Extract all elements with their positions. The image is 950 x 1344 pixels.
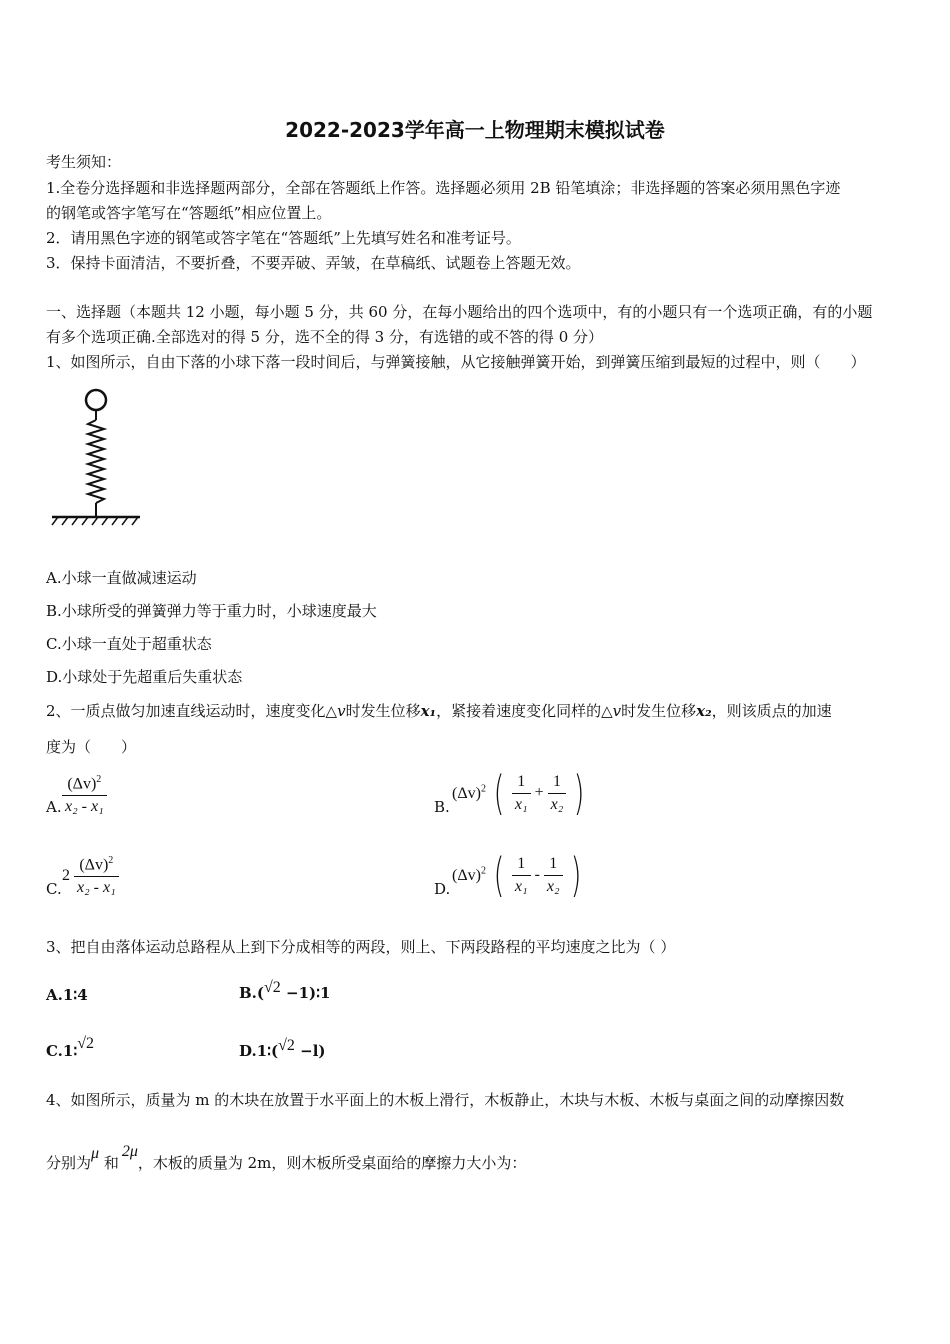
q3-c-rad: √2 bbox=[77, 1035, 95, 1052]
page-title: 2022-2023学年高一上物理期末模拟试卷 bbox=[285, 118, 665, 142]
q4-stem-2a: 分别为 bbox=[46, 1154, 92, 1172]
q3-d-pre: D.1∶( bbox=[239, 1042, 279, 1060]
q3-option-d bbox=[239, 1037, 326, 1062]
q2-option-d-formula: $(\Delta v)^2$ ( $\frac{1}{\text{x₁}}$ - $\frac{1}{\text{x₂}}$ ) bbox=[452, 848, 581, 902]
section-line-2: 有多个选项正确.全部选对的得 5 分，选不全的得 3 分，有选错的或不答的得 0 分） bbox=[46, 328, 604, 346]
q3-b-rad: √2 bbox=[264, 979, 281, 996]
q1-option-c: C.小球一直处于超重状态 bbox=[46, 635, 212, 653]
q2-c-num: (Δv) bbox=[79, 856, 109, 874]
q2-d-one-1: 1 bbox=[517, 854, 526, 872]
q2-b-dv: (Δv) bbox=[452, 784, 481, 802]
q2-stem-2: 度为（ ） bbox=[46, 738, 137, 756]
q2-a-num: (Δv) bbox=[67, 775, 97, 793]
q2-b-sup: 2 bbox=[480, 783, 486, 795]
q4-stem-1: 4、如图所示，质量为 m 的木块在放置于水平面上的木板上滑行，木板静止，木块与木板、木板与桌面之间的动摩擦因数 bbox=[46, 1091, 845, 1109]
notice-line-3: 3．保持卡面清洁，不要折叠，不要弄破、弄皱，在草稿纸、试题卷上答题无效。 bbox=[46, 254, 581, 272]
section-line-1: 一、选择题（本题共 12 小题，每小题 5 分，共 60 分，在每小题给出的四个选项中，有的小题只有一个选项正确，有的小题 bbox=[46, 303, 873, 321]
q2-stem-a: 2、一质点做匀加速直线运动时，速度变化 bbox=[46, 702, 326, 720]
q2-d-minus: - bbox=[534, 866, 540, 883]
q3-option-c bbox=[46, 1035, 95, 1062]
q4-stem-2b: ，木板的质量为 2m，则木板所受桌面给的摩擦力大小为： bbox=[137, 1154, 527, 1172]
q2-b-one-1: 1 bbox=[517, 772, 526, 790]
q2-stem bbox=[46, 701, 832, 721]
q2-label-a: A. bbox=[46, 798, 62, 816]
q2-x1: x₁ bbox=[420, 702, 437, 720]
q2-b-x2: x₂ bbox=[548, 793, 567, 814]
q2-x2: x₂ bbox=[696, 702, 712, 720]
q2-option-c-formula bbox=[62, 855, 119, 897]
q3-option-b bbox=[239, 979, 331, 1004]
notice-line-2: 2．请用黑色字迹的钢笔或答字笔在“答题纸”上先填写姓名和准考证号。 bbox=[46, 229, 521, 247]
q3-option-a: A.1∶4 bbox=[46, 986, 88, 1004]
q3-b-pre: B.( bbox=[239, 984, 264, 1002]
q3-b-post: −1)∶1 bbox=[280, 984, 331, 1002]
q3-stem: 3、把自由落体运动总路程从上到下分成相等的两段，则上、下两段路程的平均速度之比为（ ） bbox=[46, 938, 676, 956]
q2-stem-e: ，则该质点的加速 bbox=[711, 702, 832, 720]
q2-label-c: C. bbox=[46, 880, 62, 898]
q2-b-x1: x₁ bbox=[512, 793, 531, 814]
q2-a-sup: 2 bbox=[96, 774, 102, 785]
q2-d-sup: 2 bbox=[480, 865, 486, 877]
q3-c-pre: C.1∶ bbox=[46, 1042, 78, 1060]
q1-option-b: B.小球所受的弹簧弹力等于重力时，小球速度最大 bbox=[46, 602, 377, 620]
spring-ball-figure bbox=[48, 386, 144, 528]
q4-mu: μ bbox=[91, 1145, 100, 1162]
q2-d-one-2: 1 bbox=[549, 854, 558, 872]
q1-option-a: A.小球一直做减速运动 bbox=[46, 569, 197, 587]
q4-stem-2 bbox=[46, 1143, 527, 1174]
q2-c-two: 2 bbox=[62, 867, 70, 885]
q2-d-x1: x₁ bbox=[512, 875, 531, 896]
q2-option-b-formula: $(\Delta v)^2$ ( $\frac{1}{\text{x₁}}$ + $\frac{1}{\text{x₂}}$ ) bbox=[452, 766, 585, 820]
q1-stem: 1、如图所示，自由下落的小球下落一段时间后，与弹簧接触，从它接触弹簧开始，到弹簧压缩到最短的过程中，则（ ） bbox=[46, 353, 866, 371]
q2-c-den: x₂ - x₁ bbox=[74, 876, 119, 897]
q2-stem-c: ，紧接着速度变化同样的 bbox=[436, 702, 602, 720]
q1-option-d: D.小球处于先超重后失重状态 bbox=[46, 668, 243, 686]
q2-a-den: x₂ - x₁ bbox=[62, 795, 107, 816]
notice-line-1a: 1.全卷分选择题和非选择题两部分，全部在答题纸上作答。选择题必须用 2B 铅笔填涂；非选择题的答案必须用黑色字迹 bbox=[46, 179, 841, 197]
q2-stem-d: 时发生位移 bbox=[621, 702, 697, 720]
q2-d-dv: (Δv) bbox=[452, 866, 481, 884]
q2-b-plus: + bbox=[534, 784, 544, 801]
q2-d-x2: x₂ bbox=[544, 875, 563, 896]
q3-d-rad: √2 bbox=[278, 1037, 295, 1054]
q2-b-one-2: 1 bbox=[552, 772, 561, 790]
notice-heading: 考生须知： bbox=[46, 153, 122, 171]
q3-d-post: −l) bbox=[294, 1042, 326, 1060]
notice-line-1b: 的钢笔或答字笔写在“答题纸”相应位置上。 bbox=[46, 204, 332, 222]
q4-two-mu: 2μ bbox=[121, 1143, 138, 1160]
q2-option-a-formula bbox=[62, 774, 107, 816]
q2-c-sup: 2 bbox=[108, 855, 114, 866]
q4-and: 和 bbox=[103, 1154, 119, 1172]
q2-dv: △v bbox=[325, 702, 346, 720]
q2-stem-b: 时发生位移 bbox=[345, 702, 421, 720]
q2-label-d: D. bbox=[434, 880, 451, 898]
q2-label-b: B. bbox=[434, 798, 450, 816]
ball-icon bbox=[86, 390, 106, 410]
spring-icon bbox=[88, 420, 104, 503]
q2-dv-2: △v bbox=[601, 702, 622, 720]
